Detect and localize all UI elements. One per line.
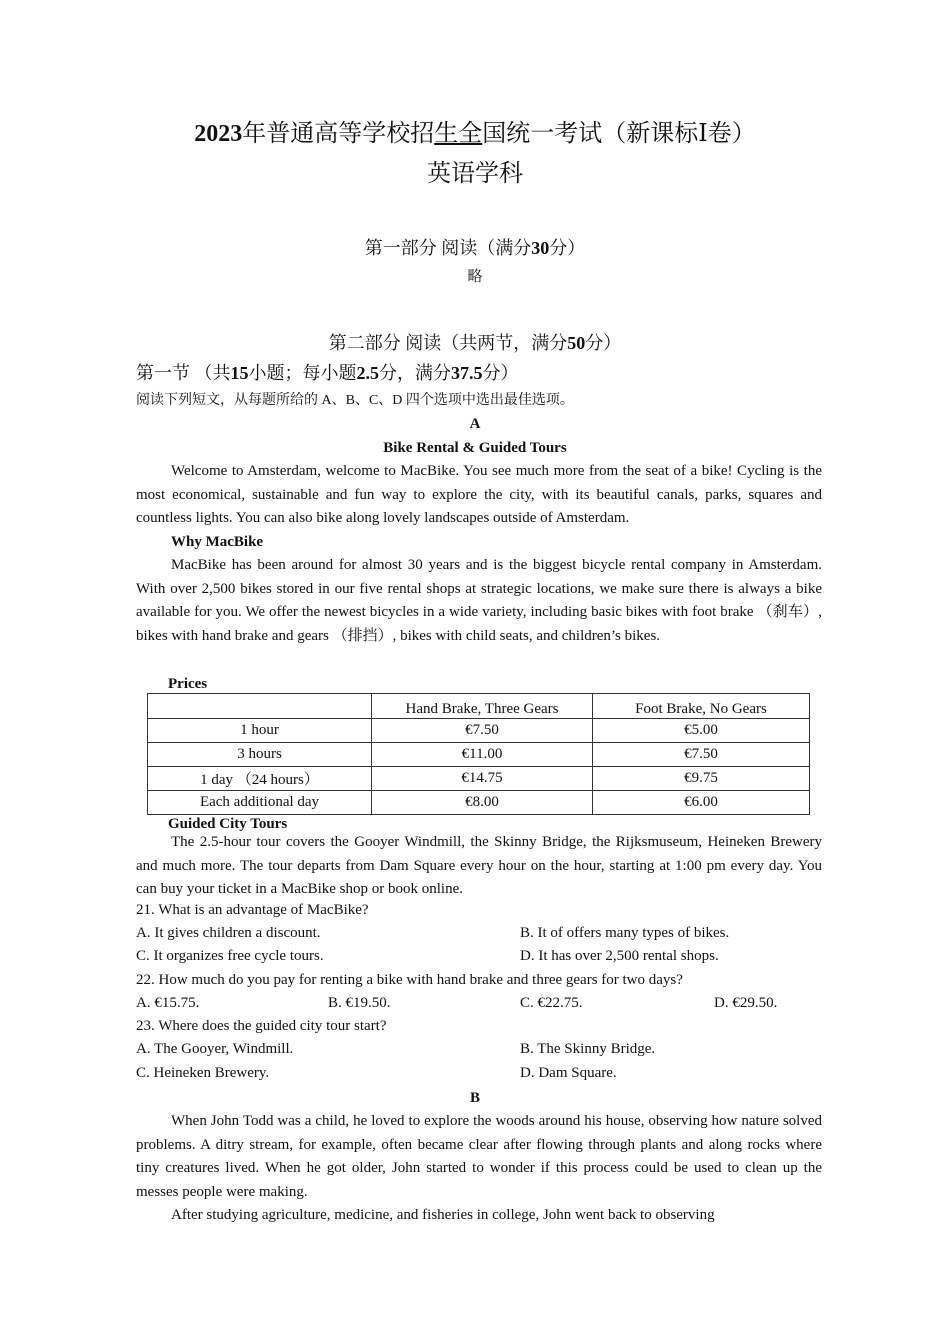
- table-cell: 1 hour: [148, 719, 372, 743]
- table-cell: €7.50: [593, 743, 810, 767]
- why-paragraph: MacBike has been around for almost 30 years and is the biggest bicycle rental company in Amsterdam. With over 2,500 bikes stored in our five rental shops at strategic locations, we make sure there is always a bike available for you. We offer the newest bicycles in a wide variety, including basic bikes with foot brake （刹车）, bikes with hand brake and gears （排挡）, bikes with child seats, and children’s bikes.: [136, 557, 822, 644]
- table-row: [148, 719, 810, 743]
- question-21-option-b: B. It of offers many types of bikes.: [520, 925, 730, 941]
- part1-heading-end: 分）: [549, 238, 586, 258]
- part1-heading-text: 第一部分 阅读（满分: [364, 238, 532, 258]
- passage-a-tours: [136, 831, 822, 902]
- why-heading: Why MacBike: [171, 534, 264, 550]
- table-header-cell: Foot Brake, No Gears: [593, 694, 810, 719]
- section1-pre: 第一节 （共: [136, 363, 231, 383]
- table-cell: Each additional day: [148, 791, 372, 815]
- question-22-stem: 22. How much do you pay for renting a bike with hand brake and three gears for two days?: [136, 972, 683, 988]
- section1-post: 分）: [482, 363, 519, 383]
- table-cell: €14.75: [372, 767, 593, 791]
- tours-paragraph: The 2.5-hour tour covers the Gooyer Windmill, the Skinny Bridge, the Rijksmuseum, Heineken Brewery and much more. The tour departs from Dam Square every hour on the hour, starting at 1:00 pm every day. You can buy your ticket in a MacBike shop or book online.: [136, 834, 822, 897]
- question-21-option-c: C. It organizes free cycle tours.: [136, 948, 324, 964]
- passage-b-paragraph-1: When John Todd was a child, he loved to explore the woods around his house, observing how nature solved problems. A ditry stream, for example, often became clear after flowing through plants and along rocks where tiny creatures lived. When he got older, John started to wonder if this process could be used to clean up the messes people were making.: [136, 1113, 822, 1200]
- title-text-1: 年普通高等学校招: [242, 121, 435, 147]
- section1-count: 15: [230, 363, 249, 383]
- title-underlined-text: 生全: [434, 121, 483, 147]
- passage-a-title: Bike Rental & Guided Tours: [383, 440, 567, 456]
- table-header-row: [148, 694, 810, 719]
- exam-title: [0, 113, 950, 148]
- price-table: [147, 693, 810, 815]
- question-22-option-a: A. €15.75.: [136, 995, 200, 1011]
- section1-mid2: 分，满分: [379, 363, 451, 383]
- tours-heading: Guided City Tours: [168, 816, 288, 832]
- table-cell: 1 day （24 hours）: [148, 767, 372, 791]
- table-cell: €8.00: [372, 791, 593, 815]
- part2-heading: [0, 329, 950, 355]
- part2-heading-text: 第二部分 阅读（共两节，满分: [328, 333, 568, 353]
- title-text-2: 国统一考试（新课标Ⅰ卷）: [482, 121, 756, 147]
- table-cell: €6.00: [593, 791, 810, 815]
- table-cell: €11.00: [372, 743, 593, 767]
- table-cell: €7.50: [372, 719, 593, 743]
- question-23-stem: 23. Where does the guided city tour start?: [136, 1018, 387, 1034]
- question-22-option-c: C. €22.75.: [520, 995, 583, 1011]
- question-23-option-c: C. Heineken Brewery.: [136, 1065, 270, 1081]
- part1-heading: [0, 234, 950, 260]
- table-header-cell: [148, 694, 372, 719]
- prices-heading: Prices: [168, 676, 208, 692]
- section1-instruction: 阅读下列短文，从每题所给的 A、B、C、D 四个选项中选出最佳选项。: [136, 393, 574, 408]
- table-header-cell: Hand Brake, Three Gears: [372, 694, 593, 719]
- intro-paragraph: Welcome to Amsterdam, welcome to MacBike. You see much more from the seat of a bike! Cycling is the most economical, sustainable and fun way to explore the city, with its beautiful canals, parks, squares and countless lights. You can also bike along lovely landscapes outside of Amsterdam.: [136, 463, 822, 526]
- section1-total: 37.5: [451, 363, 483, 383]
- passage-a-label: A: [469, 416, 481, 432]
- question-23-option-a: A. The Gooyer, Windmill.: [136, 1041, 294, 1057]
- table-cell: €5.00: [593, 719, 810, 743]
- passage-b-label: B: [469, 1090, 480, 1106]
- table-row: [148, 767, 810, 791]
- passage-a-intro: [136, 460, 822, 531]
- section1-heading: [136, 359, 519, 385]
- table-cell: 3 hours: [148, 743, 372, 767]
- question-21-option-a: A. It gives children a discount.: [136, 925, 321, 941]
- question-21-stem: 21. What is an advantage of MacBike?: [136, 902, 369, 918]
- passage-b-paragraph-2: After studying agriculture, medicine, and fisheries in college, John went back to observing: [171, 1207, 715, 1223]
- section1-each: 2.5: [356, 363, 379, 383]
- question-22-option-d: D. €29.50.: [714, 995, 778, 1011]
- question-23-option-d: D. Dam Square.: [520, 1065, 617, 1081]
- part2-score: 50: [567, 333, 586, 353]
- passage-a-why: [136, 554, 822, 648]
- title-year: 2023: [194, 121, 243, 147]
- exam-subtitle: 英语学科: [427, 161, 523, 187]
- question-23-option-b: B. The Skinny Bridge.: [520, 1041, 656, 1057]
- table-cell: €9.75: [593, 767, 810, 791]
- passage-b-body: [136, 1110, 822, 1228]
- part2-heading-end: 分）: [585, 333, 622, 353]
- question-22-option-b: B. €19.50.: [328, 995, 391, 1011]
- table-row: [148, 791, 810, 815]
- question-21-option-d: D. It has over 2,500 rental shops.: [520, 948, 719, 964]
- part1-note: 略: [467, 269, 483, 285]
- section1-mid1: 小题；每小题: [248, 363, 357, 383]
- table-row: [148, 743, 810, 767]
- part1-score: 30: [531, 238, 550, 258]
